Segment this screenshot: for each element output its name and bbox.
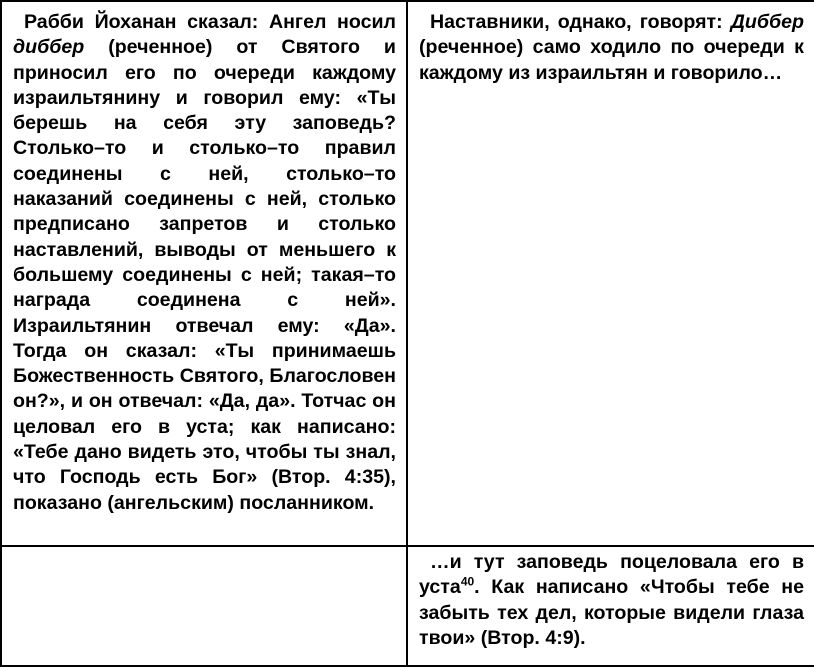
cell-rabbi-yohanan [1,1,407,546]
text-after-footnote: . Как написано «Чтобы тебе не забыть тех дел, которые видели глаза твои» (Втор. 4:9). [419,576,804,649]
cell-sages-say [407,1,814,546]
table-row [1,546,814,666]
cell-commandment-kiss [407,546,814,666]
paragraph-sages-say [419,10,804,86]
footnote-marker[interactable]: 40 [460,574,475,589]
term-dibber: диббер [13,36,85,59]
text-after-term: (реченное) само ходило по очереди к каждому из израильтян и говорило… [419,36,804,84]
table-row [1,1,814,546]
cell-empty [1,546,407,666]
text-line-1: Наставники, однако, говорят: [430,11,723,33]
text-before-term: Рабби Йоханан сказал: Ангел носил [24,11,396,33]
paragraph-rabbi-yohanan [13,10,396,516]
term-dibber: Диббер [730,11,804,33]
text-after-term: (реченное) от Святого и приносил его по очереди каждому израильтянину и говорил ему: «Ты берешь на себя эту заповедь? Столько–то и столько–то правил соединены с ней, столько–то наказаний соединены с ней, столько предписано запретов и столько наставлений, выводы от меньшего к большему соединены с ней; такая–то награда соединена с ней». Израильтянин отвечал ему: «Да». Тогда он сказал: «Ты принимаешь Божественность Святого, Благословен он?», и он отвечал: «Да, да». Тотчас он целовал его в уста; как написано: «Тебе дано видеть это, чтобы ты знал, что Господь есть Бог» (Втор. 4:35), показано (ангельским) посланником. [13,36,396,514]
text-before-footnote: …и тут заповедь поцеловала его в уста [419,551,804,599]
paragraph-commandment-kiss [419,550,804,651]
